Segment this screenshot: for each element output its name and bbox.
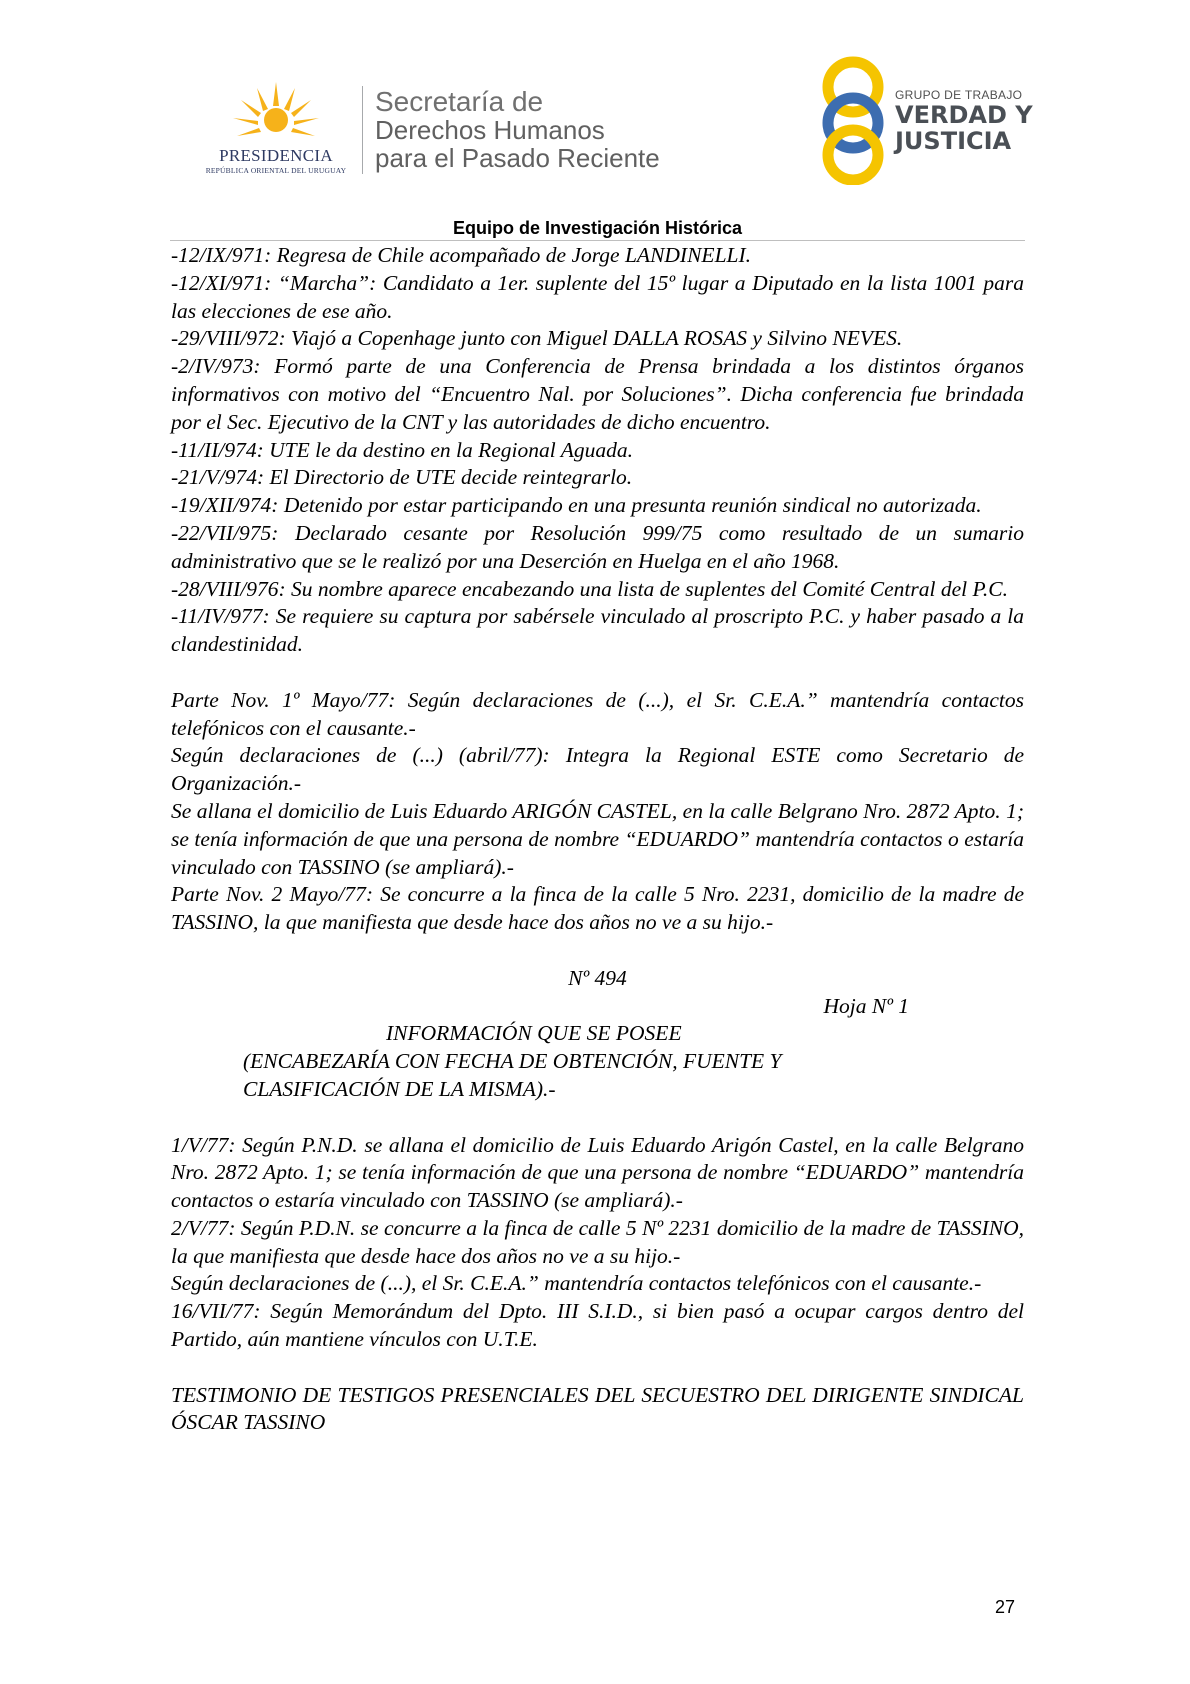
- timeline-entry: -22/VII/975: Declarado cesante por Resolución 999/75 como resultado de un sumario administrativo que se le realizó por una Deserción en Huelga en el año 1968.: [171, 520, 1024, 573]
- info-entry: 2/V/77: Según P.D.N. se concurre a la finca de calle 5 Nº 2231 domicilio de la madre de TASSINO, la que manifiesta que desde hace dos años no ve a su hijo.-: [171, 1215, 1024, 1268]
- grupo-trabajo-logo: [815, 55, 1033, 185]
- secretaria-logo-text: [375, 88, 660, 172]
- document-body: [171, 242, 1024, 1437]
- timeline-entry: -29/VIII/972: Viajó a Copenhage junto con Miguel DALLA ROSAS y Silvino NEVES.: [171, 326, 903, 351]
- logo-divider: [362, 86, 363, 174]
- timeline-entry: -28/VIII/976: Su nombre aparece encabezando una lista de suplentes del Comité Central del P.C.: [171, 576, 1008, 601]
- parte-entry: Según declaraciones de (...) (abril/77): Integra la Regional ESTE como Secretario de Organización.-: [171, 743, 1024, 796]
- timeline-entry: -19/XII/974: Detenido por estar participando en una presunta reunión sindical no autorizada.: [171, 493, 982, 518]
- document-number: Nº 494: [568, 965, 627, 990]
- header-rule: [170, 240, 1025, 241]
- secretaria-line-3: para el Pasado Reciente: [375, 143, 660, 173]
- parte-entry: Parte Nov. 2 Mayo/77: Se concurre a la finca de la calle 5 Nro. 2231, domicilio de la madre de TASSINO, la que manifiesta que desde hace dos años no ve a su hijo.-: [171, 882, 1024, 935]
- timeline-entry: -12/XI/971: “Marcha”: Candidato a 1er. suplente del 15º lugar a Diputado en la lista 1001 para las elecciones de ese año.: [171, 270, 1024, 323]
- presidencia-logo: [196, 80, 358, 182]
- grupo-line-2: VERDAD Y: [895, 101, 1033, 129]
- timeline-entry: -21/V/974: El Directorio de UTE decide reintegrarlo.: [171, 465, 633, 490]
- spacer: [171, 659, 1024, 687]
- presidencia-subtitle: REPÚBLICA ORIENTAL DEL URUGUAY: [205, 166, 347, 175]
- timeline-entry: -11/II/974: UTE le da destino en la Regional Aguada.: [171, 437, 633, 462]
- sheet-number: Hoja Nº 1: [823, 993, 909, 1018]
- grupo-line-3: JUSTICIA: [895, 127, 1012, 155]
- info-entry: Según declaraciones de (...), el Sr. C.E.A.” mantendría contactos telefónicos con el causante.-: [171, 1271, 982, 1296]
- info-title: INFORMACIÓN QUE SE POSEE: [386, 1021, 682, 1046]
- spacer: [171, 1104, 1024, 1132]
- info-subtitle: (ENCABEZARÍA CON FECHA DE OBTENCIÓN, FUENTE Y CLASIFICACIÓN DE LA MISMA).-: [243, 1049, 782, 1101]
- sun-logo-icon: [231, 80, 321, 146]
- timeline-entry: -12/IX/971: Regresa de Chile acompañado de Jorge LANDINELLI.: [171, 243, 752, 267]
- testimonio-heading: TESTIMONIO DE TESTIGOS PRESENCIALES DEL SECUESTRO DEL DIRIGENTE SINDICAL ÓSCAR TASSINO: [171, 1382, 1024, 1435]
- secretaria-line-2: Derechos Humanos: [375, 115, 605, 145]
- timeline-entry: -11/IV/977: Se requiere su captura por sabérsele vinculado al proscripto P.C. y haber pasado a la clandestinidad.: [171, 604, 1024, 657]
- rings-logo-icon: [815, 55, 895, 185]
- spacer: [171, 937, 1024, 965]
- timeline-entry: -2/IV/973: Formó parte de una Conferencia de Prensa brindada a los distintos órganos informativos con motivo del “Encuentro Nal. por Soluciones”. Dicha conferencia fue brindada por el Sec. Ejecutivo de la CNT y las autoridades de dicho encuentro.: [171, 354, 1024, 434]
- info-entry: 16/VII/77: Según Memorándum del Dpto. III S.I.D., si bien pasó a ocupar cargos dentro del Partido, aún mantiene vínculos con U.T.E.: [171, 1299, 1024, 1352]
- parte-entry: Parte Nov. 1º Mayo/77: Según declaraciones de (...), el Sr. C.E.A.” mantendría contactos telefónicos con el causante.-: [171, 687, 1024, 740]
- parte-entry: Se allana el domicilio de Luis Eduardo ARIGÓN CASTEL, en la calle Belgrano Nro. 2872 Apto. 1; se tenía información de que una persona de nombre “EDUARDO” mantendría contactos o estaría vinculado con TASSINO (se ampliará).-: [171, 798, 1024, 879]
- secretaria-line-1: Secretaría de: [375, 86, 544, 117]
- spacer: [171, 1354, 1024, 1382]
- team-title: Equipo de Investigación Histórica: [452, 218, 743, 238]
- page-number: 27: [995, 1597, 1016, 1617]
- presidencia-name: PRESIDENCIA: [219, 146, 333, 165]
- grupo-line-1: GRUPO DE TRABAJO: [895, 88, 1023, 102]
- info-entry: 1/V/77: Según P.N.D. se allana el domicilio de Luis Eduardo Arigón Castel, en la calle Belgrano Nro. 2872 Apto. 1; se tenía información de que una persona de nombre “EDUARDO” mantendría contactos o estaría vinculado con TASSINO (se ampliará).-: [171, 1132, 1024, 1213]
